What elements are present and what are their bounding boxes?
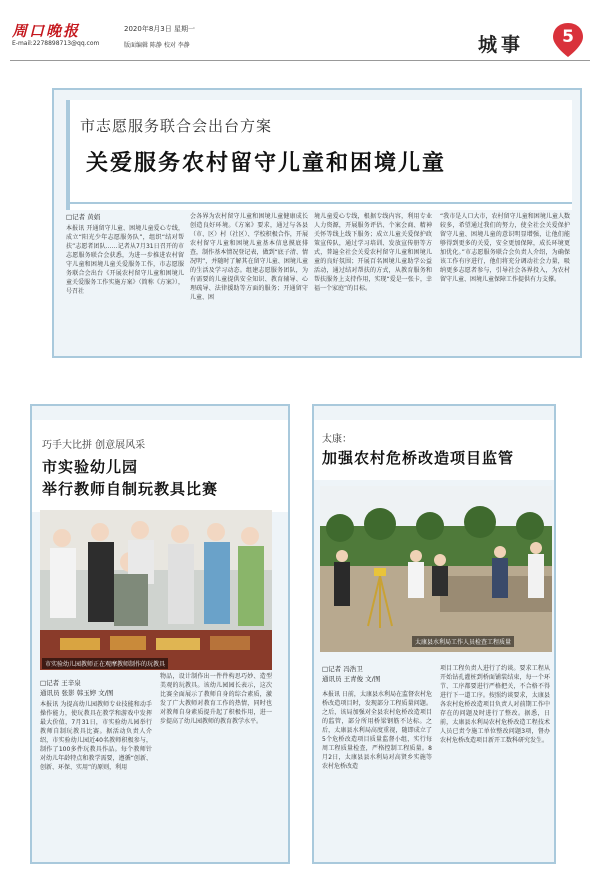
top-article-column: 会各界为农村留守儿童和困境儿童健康成长创造良好环境。《方案》要求，通过与各县（市、区）村（社区）、学校积极合作，开展农村留守儿童和困境儿童基本信息摸底排查，制作基本情况登记表，做到“底子清、情况明”，并随时了解其在留守儿童、困境儿童的生活及学习动态。组建志愿服务团队，为有需要的儿童提供安全知识、教育辅导、心理疏导、法律援助等方面的服务；开通留守儿童、困 bbox=[190, 213, 308, 301]
masthead-divider bbox=[10, 60, 590, 61]
page-number-badge bbox=[552, 22, 584, 58]
right-photo-caption: 太康县水利局工作人员检查工程质量 bbox=[412, 636, 514, 647]
top-article-byline: □记者 黄娟 bbox=[66, 213, 101, 221]
left-article-title: 市实验幼儿园 bbox=[42, 458, 139, 476]
newspaper-logo: 周口晚报 bbox=[12, 22, 81, 40]
left-article-byline: □记者 王辛泉 bbox=[40, 679, 81, 687]
bridge-inspection-photo bbox=[320, 486, 552, 652]
left-article-column: 本报讯 为提高幼儿园教师专业技能和动手操作能力，使玩教具在教学和游戏中发挥最大价值，7月31日，市实验幼儿园举行教师自制玩教具比赛。据活动负责人介绍，市实验幼儿园近40名教师积极参与，制作了100多件玩教具作品。每个教师针对幼儿年龄特点和教学需要，遵循“创新、创新、环保、实用”的原则，利用 bbox=[40, 701, 152, 771]
top-article-kicker: 市志愿服务联合会出台方案 bbox=[80, 117, 273, 135]
page-number: 5 bbox=[562, 27, 574, 47]
top-article-column: “我市是人口大市，农村留守儿童和困境儿童人数较多，希望通过我们的努力，使全社会关爱保护留守儿童、困境儿童的意识明显增强，让他们能够得到更多的关爱，安全更加保障，成长环境更加优化。”市志愿服务联合会负责人介绍，为确保该工作有序进行，他们将充分调动社会力量，吸纳更多志愿者参与，引导社会各界投入，为农村留守儿童、困境儿童保障工作提供有力支撑。 bbox=[440, 213, 570, 283]
publication-date: 2020年8月3日 星期一 bbox=[124, 25, 195, 33]
top-article-title: 关爱服务农村留守儿童和困境儿童 bbox=[86, 150, 447, 176]
left-article-kicker: 巧手大比拼 创意展风采 bbox=[42, 440, 146, 451]
right-article-byline: 通讯员 王青俊 文/图 bbox=[322, 675, 381, 683]
left-photo-caption: 市实验幼儿园教师正在观摩教师制作的玩教具 bbox=[42, 658, 168, 669]
contact-email: E-mail:2278898713@qq.com bbox=[12, 40, 100, 47]
right-article-title: 加强农村危桥改造项目监管 bbox=[322, 449, 515, 467]
top-article-column: 本报讯 开通留守儿童、困境儿童爱心专线，成立“阳光少年志愿服务队”，组织“结对帮扶”志愿者团队……记者从7月31日召开的市志愿服务联合会获悉，为进一步推进农村留守儿童和困境儿童关爱服务工作，市志愿服务联合会出台《开展农村留守儿童和困境儿童关爱服务工作实施方案》（简称《方案》），号召社 bbox=[66, 225, 184, 295]
editor-credits: 版面编辑 陈静 校对 李静 bbox=[124, 42, 190, 49]
right-article-column: 本报讯 日前，太康县水利局在监督农村危桥改造项目时，发现部分工程质量问题。之后，该局加强对全县农村危桥改造项目的监管，部分所用桥梁钢筋不达标。之后，太康县水利局高度重视，随即成立了5个危桥改造项目质量监督小组，实行每周工程质量检查，严格控制工程质量。8月2日，太康县县水利局对高贤乡实施等农村危桥改造 bbox=[322, 691, 432, 770]
section-name: 城事 bbox=[478, 34, 525, 56]
top-article-rule bbox=[66, 202, 572, 204]
top-article-column: 境儿童爱心专线，根据专线内容，利用专业人力资源，开展服务评估、个案会商、精神关怀等线上线下服务；成立儿童关爱保护政策宣传队，通过学习培训、发放宣传册等方式，普遍全社会关爱农村留守儿童和困境儿童的良好氛围；开展百名困境儿童助学公益活动，通过结对帮扶的方式，从教育服务和帮扶服务上支持作用，实现“爱是一张卡，幸福一个家庭”的目标。 bbox=[314, 213, 432, 292]
right-article-column: 项目工程负责人进行了约谈。要求工程从开始钻孔灌桩到桥面铺装结束，每一个环节、工序都要进行严格把关，不合格不得进行下一道工序。按照约谈要求，太康县各农村危桥改造项目负责人对前期工作中存在的问题及时进行了整改。据悉，日前，太康县水利局农村危桥改造工程技术人员已责令施工单位整改问题3项，督办农村危桥改造项目新开工数科研究发生。 bbox=[440, 665, 550, 744]
right-article-kicker: 太康： bbox=[322, 434, 352, 445]
right-article-byline: □记者 冯浩卫 bbox=[322, 665, 363, 673]
teachers-photo bbox=[40, 510, 272, 670]
left-article-title: 举行教师自制玩教具比赛 bbox=[42, 480, 219, 498]
left-article-byline: 通讯员 张影 韩玉婷 文/图 bbox=[40, 689, 114, 697]
left-article-column: 物品，设计制作出一件件构思巧妙、造型美观的玩教具。该幼儿园园长表示，这次比赛全面展示了教师自身的综合素质，激发了广大教师对教育工作的热情，同时也对教师自身素质提升起了积极作用，进一步提高了幼儿园教师的教育教学水平。 bbox=[160, 673, 272, 725]
